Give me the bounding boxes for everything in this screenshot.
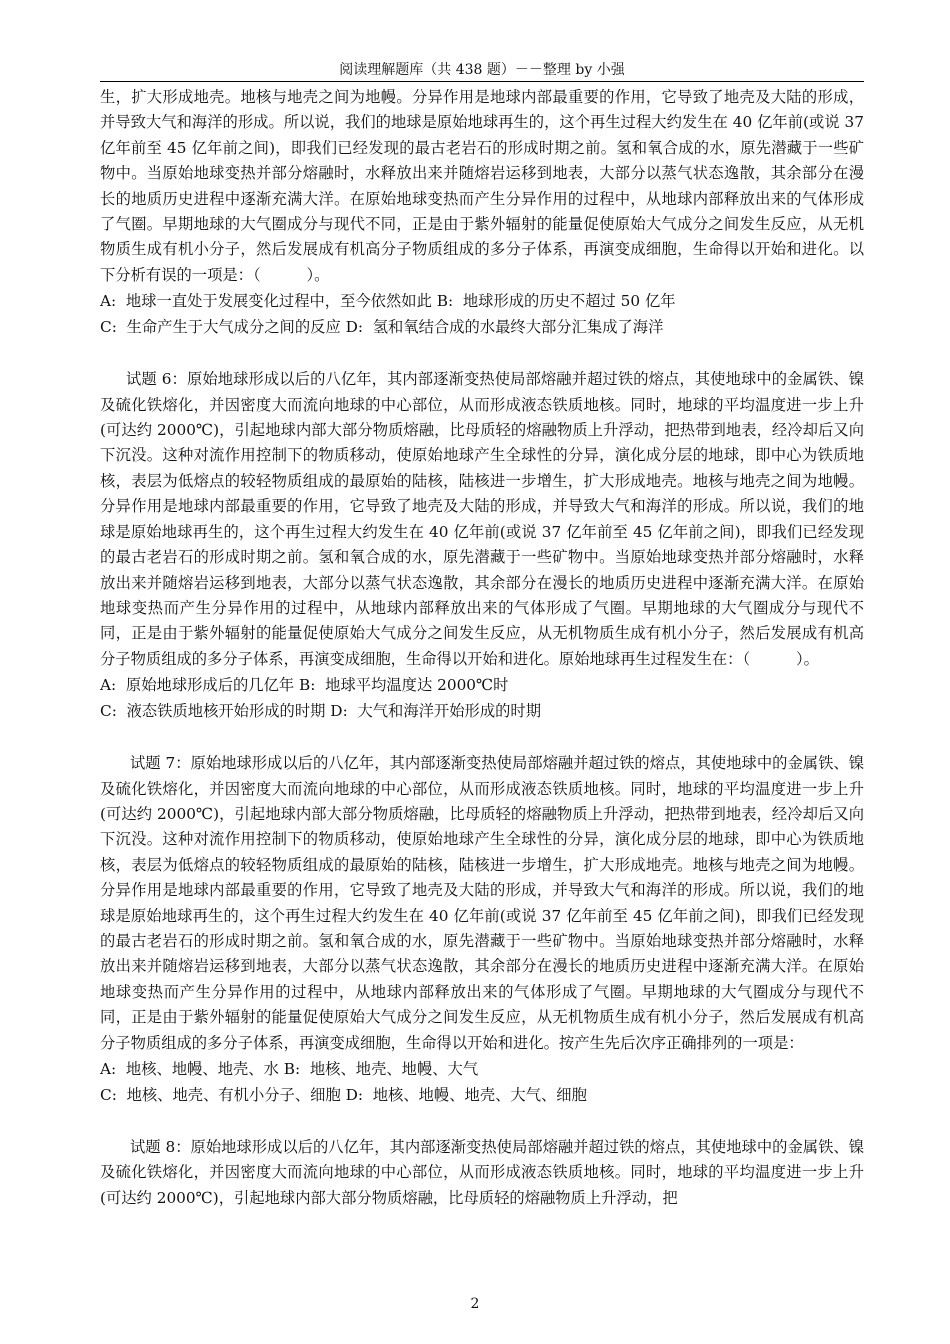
question-5-options-cd: C: 生命产生于大气成分之间的反应 D: 氢和氧结合成的水最终大部分汇集成了海洋 [100, 318, 664, 337]
question-5-passage: 生，扩大形成地壳。地核与地壳之间为地幔。分异作用是地球内部最重要的作用，它导致了地壳及大陆的形成，并导致大气和海洋的形成。所以说，我们的地球是原始地球再生的，这个再生过程大约发生在 40 亿年前(或说 37 亿年前至 45 亿年前之间)，即我们已经发现的最古老岩石的形成时期之前。氢和氧合成的水，原先潜藏于一些矿物中。当原始地球变热并部分熔融时，水释放出来并随熔岩运移到地表，大部分以蒸气状态逸散，其余部分在漫长的地质历史进程中逐渐充满大洋。在原始地球变热而产生分异作用的过程中，从地球内部释放出来的气体形成了气圈。早期地球的大气圈成分与现代不同，正是由于紫外辐射的能量促使原始大气成分之间发生反应，从无机物质生成有机小分子，然后发展成有机高分子物质组成的多分子体系，再演变成细胞，生命得以开始和进化。以下分析有误的一项是：（ ）。 [100, 88, 864, 284]
question-7-options-ab: A: 地核、地幔、地壳、水 B: 地核、地壳、地幔、大气 [100, 1060, 479, 1078]
page-content [100, 85, 864, 1211]
question-7-options-cd: C: 地核、地壳、有机小分子、细胞 D: 地核、地幔、地壳、大气、细胞 [100, 1086, 587, 1104]
question-5-options-ab: A: 地球一直处于发展变化过程中，至今依然如此 B: 地球形成的历史不超过 50 亿年 [100, 292, 676, 311]
page-header: 阅读理解题库（共 438 题）－－整理 by 小强 [100, 60, 864, 82]
question-7-passage: 试题 7：原始地球形成以后的八亿年，其内部逐渐变热使局部熔融并超过铁的熔点，其使地球中的金属铁、镍及硫化铁熔化，并因密度大而流向地球的中心部位，从而形成液态铁质地核。同时，地球的平均温度进一步上升(可达约 2000℃)，引起地球内部大部分物质熔融，比母质轻的熔融物质上升浮动，把热带到地表，经冷却后又向下沉没。这种对流作用控制下的物质移动，使原始地球产生全球性的分异，演化成分层的地球，即中心为铁质地核，表层为低熔点的较轻物质组成的最原始的陆核，陆核进一步增生，扩大形成地壳。地核与地壳之间为地幔。分异作用是地球内部最重要的作用，它导致了地壳及大陆的形成，并导致大气和海洋的形成。所以说，我们的地球是原始地球再生的，这个再生过程大约发生在 40 亿年前(或说 37 亿年前至 45 亿年前之间)，即我们已经发现的最古老岩石的形成时期之前。氢和氧合成的水，原先潜藏于一些矿物中。当原始地球变热并部分熔融时，水释放出来并随熔岩运移到地表，大部分以蒸气状态逸散，其余部分在漫长的地质历史进程中逐渐充满大洋。在原始地球变热而产生分异作用的过程中，从地球内部释放出来的气体形成了气圈。早期地球的大气圈成分与现代不同，正是由于紫外辐射的能量促使原始大气成分之间发生反应，从无机物质生成有机小分子，然后发展成有机高分子物质组成的多分子体系，再演变成细胞，生命得以开始和进化。按产生先后次序正确排列的一项是： [100, 754, 864, 1052]
question-6-options-ab: A: 原始地球形成后的几亿年 B: 地球平均温度达 2000℃时 [100, 676, 509, 695]
question-6-options-cd: C: 液态铁质地核开始形成的时期 D: 大气和海洋开始形成的时期 [100, 702, 542, 721]
question-8-passage: 试题 8：原始地球形成以后的八亿年，其内部逐渐变热使局部熔融并超过铁的熔点，其使地球中的金属铁、镍及硫化铁熔化，并因密度大而流向地球的中心部位，从而形成液态铁质地核。同时，地球的平均温度进一步上升(可达约 2000℃)，引起地球内部大部分物质熔融，比母质轻的熔融物质上升浮动，把 [100, 1138, 864, 1207]
question-6-passage: 试题 6：原始地球形成以后的八亿年，其内部逐渐变热使局部熔融并超过铁的熔点，其使地球中的金属铁、镍及硫化铁熔化，并因密度大而流向地球的中心部位，从而形成液态铁质地核。同时，地球的平均温度进一步上升(可达约 2000℃)，引起地球内部大部分物质熔融，比母质轻的熔融物质上升浮动，把热带到地表，经冷却后又向下沉没。这种对流作用控制下的物质移动，使原始地球产生全球性的分异，演化成分层的地球，即中心为铁质地核，表层为低熔点的较轻物质组成的最原始的陆核，陆核进一步增生，扩大形成地壳。地核与地壳之间为地幔。分异作用是地球内部最重要的作用，它导致了地壳及大陆的形成，并导致大气和海洋的形成。所以说，我们的地球是原始地球再生的，这个再生过程大约发生在 40 亿年前(或说 37 亿年前至 45 亿年前之间)，即我们已经发现的最古老岩石的形成时期之前。氢和氧合成的水，原先潜藏于一些矿物中。当原始地球变热并部分熔融时，水释放出来并随熔岩运移到地表，大部分以蒸气状态逸散，其余部分在漫长的地质历史进程中逐渐充满大洋。在原始地球变热而产生分异作用的过程中，从地球内部释放出来的气体形成了气圈。早期地球的大气圈成分与现代不同，正是由于紫外辐射的能量促使原始大气成分之间发生反应，从无机物质生成有机小分子，然后发展成有机高分子物质组成的多分子体系，再演变成细胞，生命得以开始和进化。原始地球再生过程发生在：（ ）。 [100, 370, 864, 668]
page-number: 2 [470, 1296, 480, 1312]
